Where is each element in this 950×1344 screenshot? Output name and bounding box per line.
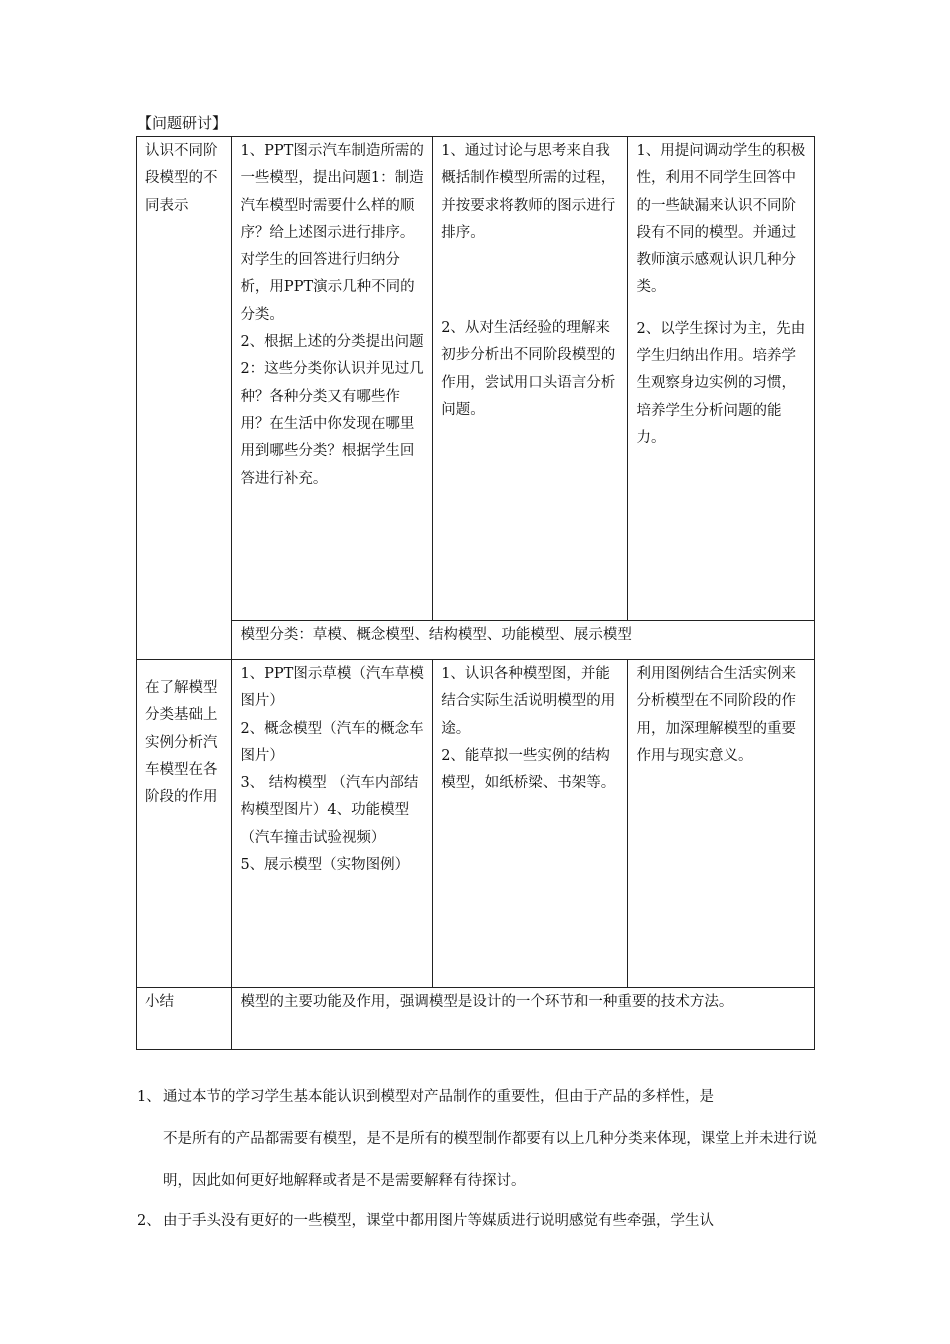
student-activity-text: 2、能草拟一些实例的结构模型，如纸桥梁、书架等。 xyxy=(441,747,616,792)
teacher-activity-text: 2、根据上述的分类提出问题2：这些分类你认识并见过几种？各种分类又有哪些作用？在生活中你发现在哪里用到哪些分类？根据学生回答进行补充。 xyxy=(240,334,424,487)
design-intent-cell xyxy=(628,137,815,621)
lesson-table xyxy=(136,136,815,1050)
teacher-activity-text: 3、 结构模型 （汽车内部结构模型图片）4、功能模型（汽车撞击试验视频） xyxy=(240,775,419,846)
design-intent-text: 利用图例结合生活实例来分析模型在不同阶段的作用，加深理解模型的重要作用与现实意义。 xyxy=(636,666,796,764)
student-activity-text: 1、认识各种模型图，并能结合实际生活说明模型的用途。 xyxy=(441,666,616,737)
reflection-number: 2、 xyxy=(137,1213,161,1229)
teacher-activity-text: 2、概念模型（汽车的概念车图片） xyxy=(240,720,424,764)
section-heading: 【问题研讨】 xyxy=(137,114,228,132)
teacher-activity-text: 1、PPT图示汽车制造所需的一些模型，提出问题1：制造汽车模型时需要什么样的顺序？给上述图示进行排序。 xyxy=(240,143,424,241)
reflection-item xyxy=(137,1076,817,1202)
student-activity-text: 1、通过讨论与思考来自我概括制作模型所需的过程，并按要求将教师的图示进行排序。 xyxy=(441,143,616,241)
stage-label-cell xyxy=(137,137,232,660)
teacher-activity-text: 对学生的回答进行归纳分析，用PPT演示几种不同的分类。 xyxy=(240,252,415,323)
reflection-item xyxy=(137,1200,817,1242)
stage-label: 认识不同阶段模型的不同表示 xyxy=(145,143,218,214)
reflection-text: 由于手头没有更好的一些模型，课堂中都用图片等媒质进行说明感觉有些牵强，学生认 xyxy=(163,1213,714,1229)
table-row xyxy=(137,988,815,1050)
teacher-activity-cell xyxy=(232,137,433,621)
summary-cell xyxy=(232,988,815,1050)
design-intent-text: 1、用提问调动学生的积极性，利用不同学生回答中的一些缺漏来认识不同阶段有不同的模型。并通过教师演示感观认识几种分类。 xyxy=(636,143,806,296)
teacher-activity-cell xyxy=(232,660,433,988)
student-activity-cell xyxy=(433,137,628,621)
teacher-activity-text: 5、展示模型（实物图例） xyxy=(240,857,410,874)
student-activity-cell xyxy=(433,660,628,988)
reflection-number: 1、 xyxy=(137,1089,161,1105)
table-row xyxy=(137,660,815,988)
table-row xyxy=(137,621,815,660)
design-intent-cell xyxy=(628,660,815,988)
model-classification-note: 模型分类：草模、概念模型、结构模型、功能模型、展示模型 xyxy=(232,621,815,660)
table-row xyxy=(137,137,815,621)
stage-label: 在了解模型分类基础上实例分析汽车模型在各阶段的作用 xyxy=(145,680,218,806)
summary-text: 模型的主要功能及作用，强调模型是设计的一个环节和一种重要的技术方法。 xyxy=(240,994,734,1010)
stage-label-cell xyxy=(137,660,232,988)
design-intent-text: 2、以学生探讨为主，先由学生归纳出作用。培养学生观察身边实例的习惯，培养学生分析问题的能力。 xyxy=(636,320,806,446)
stage-label: 小结 xyxy=(145,994,174,1010)
student-activity-text: 2、从对生活经验的理解来初步分析出不同阶段模型的作用，尝试用口头语言分析问题。 xyxy=(441,320,616,419)
reflection-text: 通过本节的学习学生基本能认识到模型对产品制作的重要性，但由于产品的多样性，是 xyxy=(163,1089,714,1105)
stage-label-cell xyxy=(137,988,232,1050)
teacher-activity-text: 1、PPT图示草模（汽车草模图片） xyxy=(240,666,424,710)
reflection-text: 不是所有的产品都需要有模型，是不是所有的模型制作都要有以上几种分类来体现，课堂上并未进行说明，因此如何更好地解释或者是不是需要解释有待探讨。 xyxy=(163,1131,817,1189)
